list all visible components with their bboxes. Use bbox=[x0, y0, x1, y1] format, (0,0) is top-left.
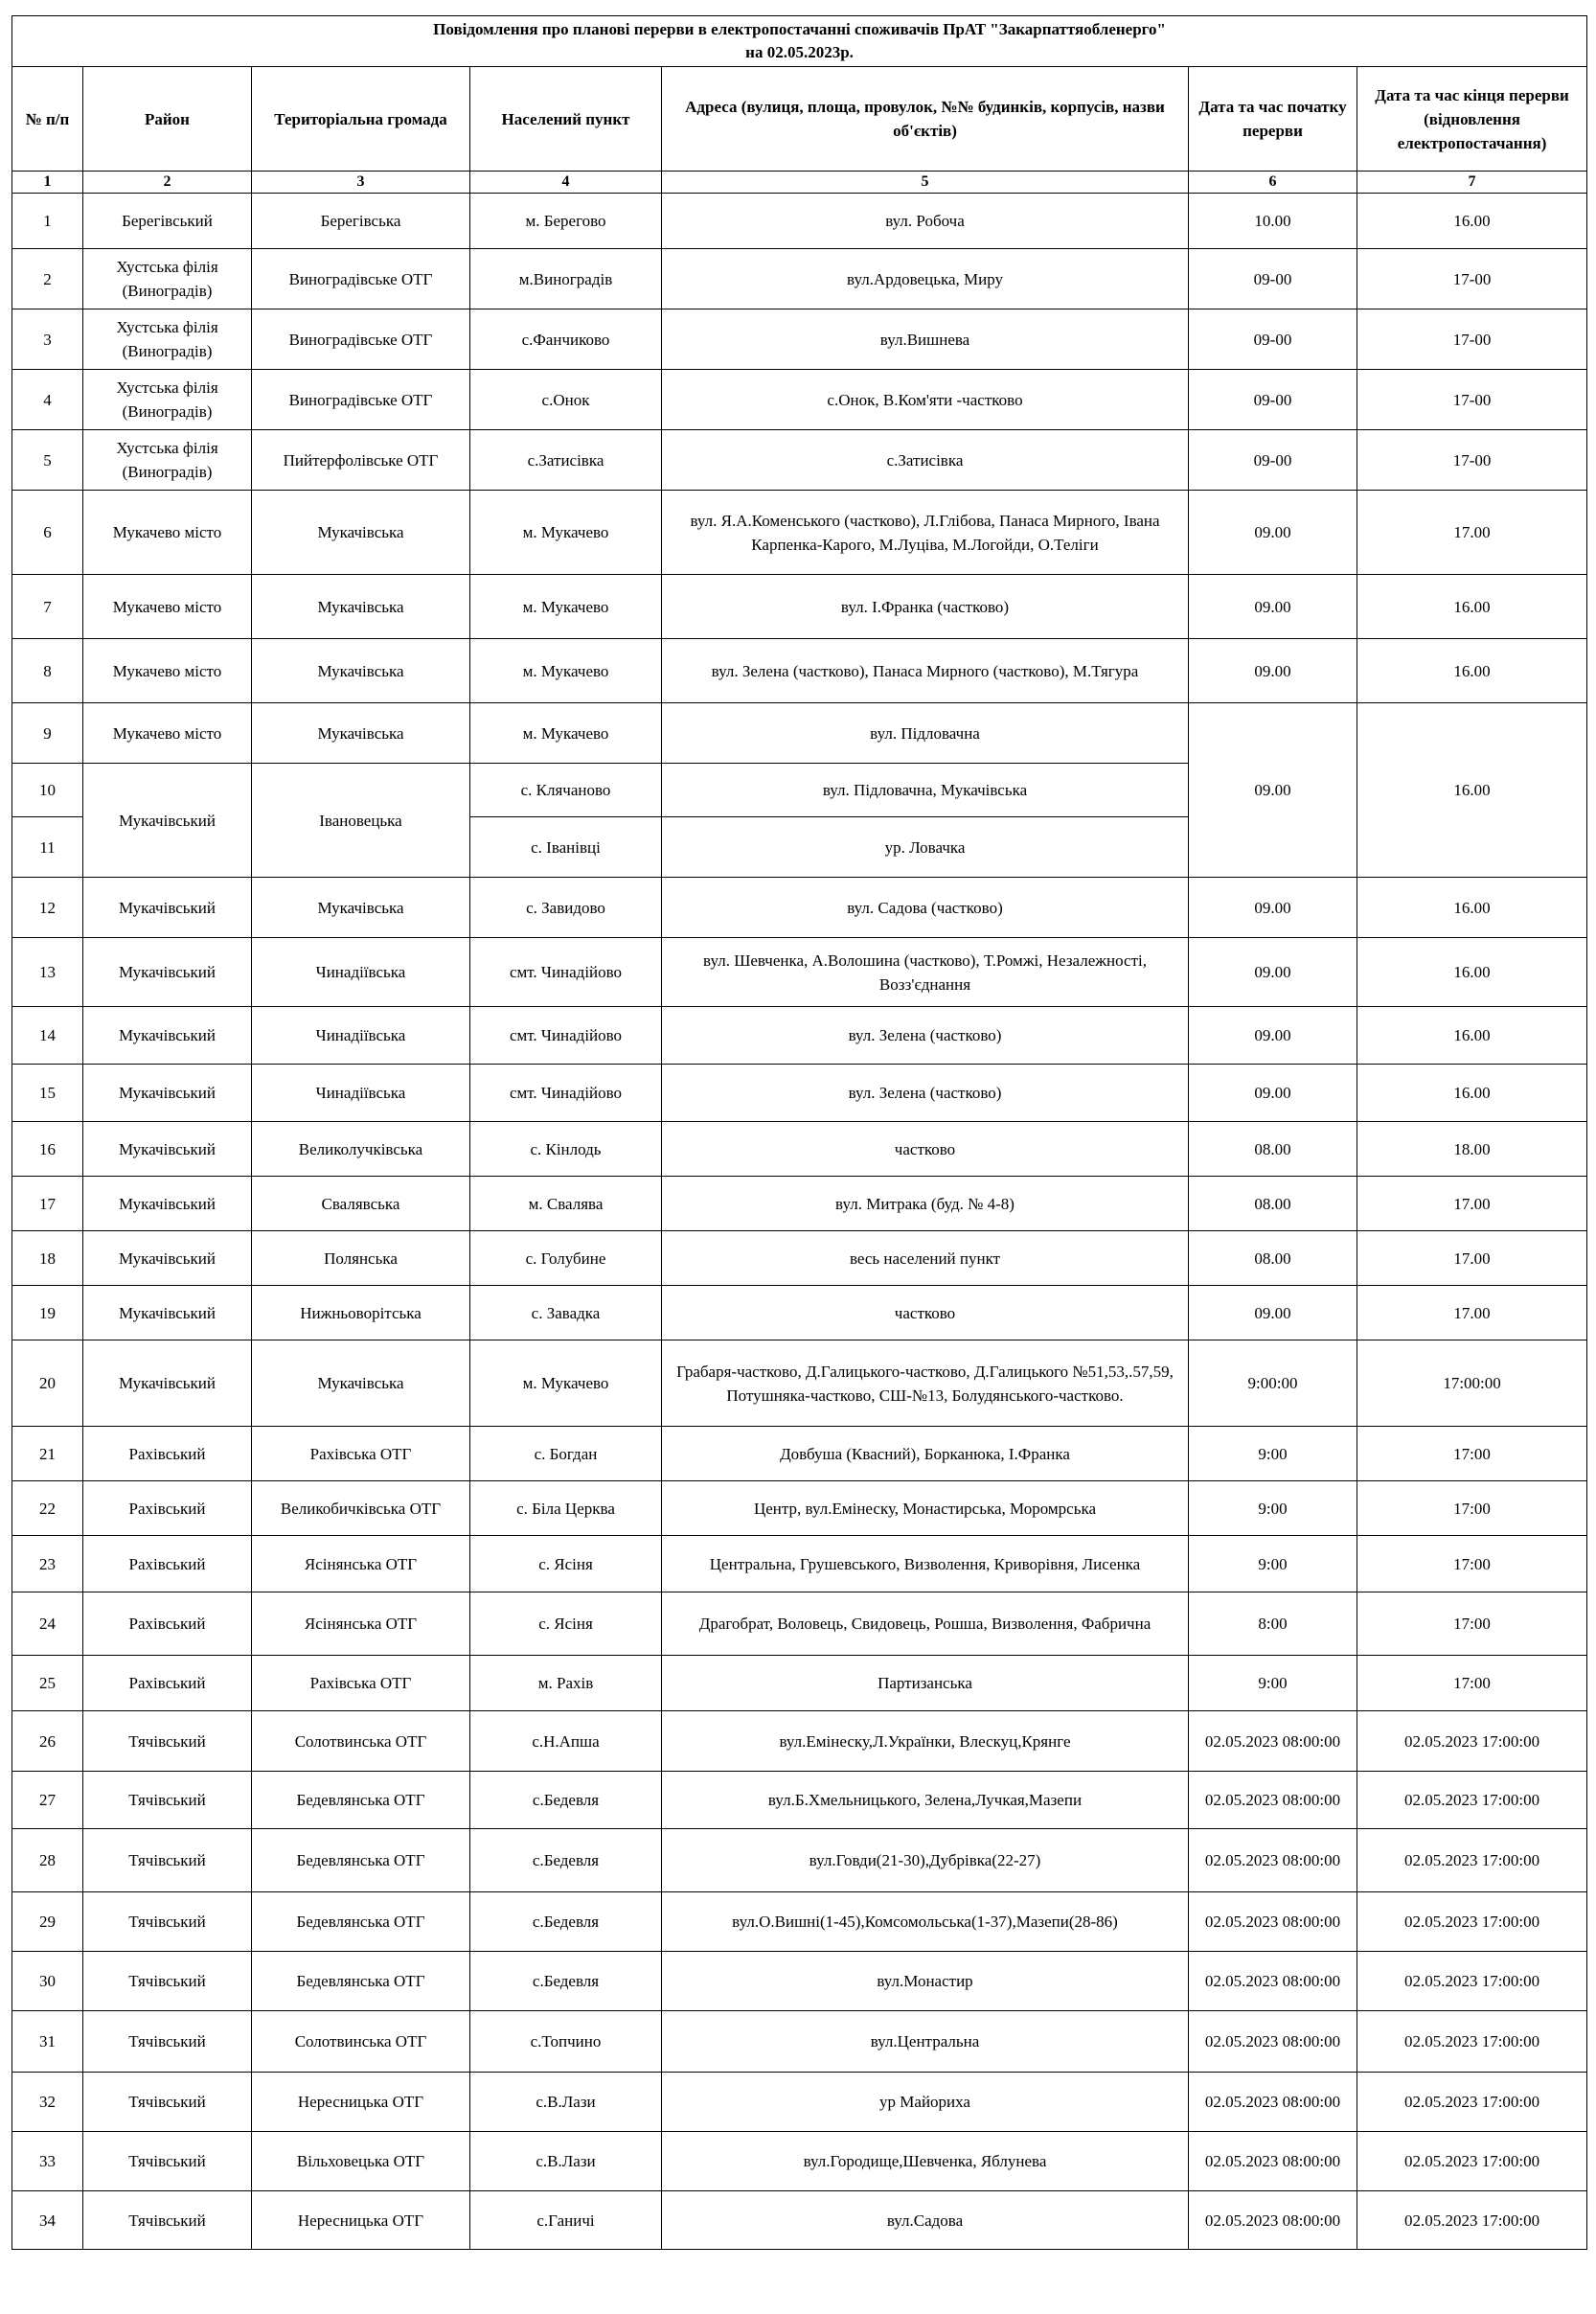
cell-settlement: с.Онок bbox=[470, 370, 662, 430]
cell-number: 31 bbox=[12, 2011, 83, 2073]
cell-number: 28 bbox=[12, 1829, 83, 1892]
cell-district: Тячівський bbox=[83, 1711, 252, 1772]
cell-settlement: с.Бедевля bbox=[470, 1952, 662, 2011]
cell-settlement: смт. Чинадійово bbox=[470, 1065, 662, 1122]
cell-settlement: м. Берегово bbox=[470, 194, 662, 249]
cell-settlement: с. Кінлодь bbox=[470, 1122, 662, 1177]
cell-number: 34 bbox=[12, 2191, 83, 2250]
cell-district: Хустська філія (Виноградів) bbox=[83, 430, 252, 491]
cell-community: Полянська bbox=[252, 1231, 470, 1286]
table-row bbox=[12, 2132, 1587, 2191]
column-number-row bbox=[12, 172, 1587, 194]
column-number: 2 bbox=[83, 172, 252, 194]
table-row bbox=[12, 1711, 1587, 1772]
cell-community: Ясінянська ОТГ bbox=[252, 1592, 470, 1656]
cell-number: 14 bbox=[12, 1007, 83, 1065]
cell-end-time: 02.05.2023 17:00:00 bbox=[1357, 1892, 1587, 1952]
header-address: Адреса (вулиця, площа, провулок, №№ будинків, корпусів, назви об'єктів) bbox=[662, 67, 1189, 172]
cell-settlement: с. Клячаново bbox=[470, 764, 662, 817]
cell-community: Чинадіївська bbox=[252, 938, 470, 1007]
cell-end-time: 17-00 bbox=[1357, 430, 1587, 491]
cell-district: Мукачівський bbox=[83, 1122, 252, 1177]
cell-start-time: 02.05.2023 08:00:00 bbox=[1189, 1829, 1357, 1892]
table-row bbox=[12, 1177, 1587, 1231]
table-row bbox=[12, 1007, 1587, 1065]
cell-district: Мукачево місто bbox=[83, 703, 252, 764]
column-number: 5 bbox=[662, 172, 1189, 194]
cell-start-time: 08.00 bbox=[1189, 1231, 1357, 1286]
cell-community: Пийтерфолівське ОТГ bbox=[252, 430, 470, 491]
cell-end-time: 02.05.2023 17:00:00 bbox=[1357, 1711, 1587, 1772]
cell-number: 26 bbox=[12, 1711, 83, 1772]
cell-number: 8 bbox=[12, 639, 83, 703]
cell-end-time: 17-00 bbox=[1357, 309, 1587, 370]
cell-end-time: 16.00 bbox=[1357, 639, 1587, 703]
cell-address: вул. Садова (частково) bbox=[662, 878, 1189, 938]
notice-title bbox=[12, 16, 1587, 67]
outage-notice-sheet bbox=[11, 15, 1586, 2250]
cell-end-time: 02.05.2023 17:00:00 bbox=[1357, 2073, 1587, 2132]
cell-district: Мукачево місто bbox=[83, 491, 252, 575]
cell-community: Чинадіївська bbox=[252, 1007, 470, 1065]
cell-settlement: с. Завидово bbox=[470, 878, 662, 938]
table-row bbox=[12, 878, 1587, 938]
cell-address: Довбуша (Квасний), Борканюка, І.Франка bbox=[662, 1427, 1189, 1481]
header-number: № п/п bbox=[12, 67, 83, 172]
cell-district: Мукачівський bbox=[83, 1340, 252, 1427]
cell-district: Рахівський bbox=[83, 1481, 252, 1536]
cell-end-time: 02.05.2023 17:00:00 bbox=[1357, 2191, 1587, 2250]
cell-number: 9 bbox=[12, 703, 83, 764]
table-row bbox=[12, 2073, 1587, 2132]
cell-district: Рахівський bbox=[83, 1592, 252, 1656]
cell-end-time: 17.00 bbox=[1357, 1231, 1587, 1286]
table-row bbox=[12, 1231, 1587, 1286]
cell-address: вул. І.Франка (частково) bbox=[662, 575, 1189, 639]
cell-community: Берегівська bbox=[252, 194, 470, 249]
cell-number: 2 bbox=[12, 249, 83, 309]
cell-start-time: 09.00 bbox=[1189, 1286, 1357, 1340]
cell-settlement: м. Рахів bbox=[470, 1656, 662, 1711]
table-row bbox=[12, 370, 1587, 430]
cell-settlement: с.Топчино bbox=[470, 2011, 662, 2073]
cell-start-time: 02.05.2023 08:00:00 bbox=[1189, 2011, 1357, 2073]
table-row bbox=[12, 1427, 1587, 1481]
cell-number: 27 bbox=[12, 1772, 83, 1829]
cell-address: ур. Ловачка bbox=[662, 817, 1189, 878]
cell-end-time: 16.00 bbox=[1357, 878, 1587, 938]
cell-settlement: смт. Чинадійово bbox=[470, 938, 662, 1007]
cell-end-time: 02.05.2023 17:00:00 bbox=[1357, 1952, 1587, 2011]
cell-community: Виноградівське ОТГ bbox=[252, 249, 470, 309]
cell-number: 5 bbox=[12, 430, 83, 491]
cell-start-time: 09.00 bbox=[1189, 878, 1357, 938]
cell-number: 13 bbox=[12, 938, 83, 1007]
cell-start-time: 9:00:00 bbox=[1189, 1340, 1357, 1427]
cell-address: с.Затисівка bbox=[662, 430, 1189, 491]
cell-address: вул. Я.А.Коменського (частково), Л.Глібова, Панаса Мирного, Івана Карпенка-Карого, М.Луціва, М.Логойди, О.Теліги bbox=[662, 491, 1189, 575]
table-row bbox=[12, 1656, 1587, 1711]
cell-community: Івановецька bbox=[252, 764, 470, 878]
cell-settlement: с. Голубине bbox=[470, 1231, 662, 1286]
table-row bbox=[12, 575, 1587, 639]
cell-address: вул. Підловачна, Мукачівська bbox=[662, 764, 1189, 817]
cell-start-time: 09.00 bbox=[1189, 491, 1357, 575]
cell-start-time: 09-00 bbox=[1189, 249, 1357, 309]
cell-settlement: с.Ганичі bbox=[470, 2191, 662, 2250]
cell-settlement: м. Мукачево bbox=[470, 575, 662, 639]
cell-number: 17 bbox=[12, 1177, 83, 1231]
cell-settlement: с. Завадка bbox=[470, 1286, 662, 1340]
cell-end-time: 16.00 bbox=[1357, 575, 1587, 639]
cell-community: Солотвинська ОТГ bbox=[252, 1711, 470, 1772]
cell-end-time: 02.05.2023 17:00:00 bbox=[1357, 2132, 1587, 2191]
cell-end-time: 17.00 bbox=[1357, 1177, 1587, 1231]
cell-end-time: 17:00:00 bbox=[1357, 1340, 1587, 1427]
cell-district: Хустська філія (Виноградів) bbox=[83, 309, 252, 370]
table-row bbox=[12, 309, 1587, 370]
cell-community: Мукачівська bbox=[252, 1340, 470, 1427]
cell-end-time: 02.05.2023 17:00:00 bbox=[1357, 1829, 1587, 1892]
header-district: Район bbox=[83, 67, 252, 172]
cell-number: 1 bbox=[12, 194, 83, 249]
cell-address: Центр, вул.Емінеску, Монастирська, Моромрська bbox=[662, 1481, 1189, 1536]
table-row bbox=[12, 1952, 1587, 2011]
column-number: 3 bbox=[252, 172, 470, 194]
cell-community: Чинадіївська bbox=[252, 1065, 470, 1122]
cell-start-time: 09.00 bbox=[1189, 575, 1357, 639]
cell-settlement: с. Іванівці bbox=[470, 817, 662, 878]
table-body bbox=[12, 194, 1587, 2250]
cell-start-time: 09.00 bbox=[1189, 938, 1357, 1007]
cell-community: Рахівська ОТГ bbox=[252, 1427, 470, 1481]
table-row bbox=[12, 938, 1587, 1007]
cell-district: Мукачівський bbox=[83, 1177, 252, 1231]
cell-settlement: с. Ясіня bbox=[470, 1592, 662, 1656]
cell-district: Мукачівський bbox=[83, 764, 252, 878]
cell-number: 16 bbox=[12, 1122, 83, 1177]
cell-district: Мукачівський bbox=[83, 1007, 252, 1065]
table-row bbox=[12, 249, 1587, 309]
cell-community: Великолучківська bbox=[252, 1122, 470, 1177]
table-row bbox=[12, 703, 1587, 764]
table-row bbox=[12, 2011, 1587, 2073]
cell-community: Солотвинська ОТГ bbox=[252, 2011, 470, 2073]
cell-start-time: 09-00 bbox=[1189, 370, 1357, 430]
table-row bbox=[12, 194, 1587, 249]
cell-number: 4 bbox=[12, 370, 83, 430]
cell-settlement: с.В.Лази bbox=[470, 2132, 662, 2191]
cell-address: вул. Зелена (частково) bbox=[662, 1007, 1189, 1065]
cell-start-time: 02.05.2023 08:00:00 bbox=[1189, 1952, 1357, 2011]
cell-start-time: 02.05.2023 08:00:00 bbox=[1189, 1772, 1357, 1829]
cell-settlement: с. Біла Церква bbox=[470, 1481, 662, 1536]
cell-address: с.Онок, В.Ком'яти -частково bbox=[662, 370, 1189, 430]
table-row bbox=[12, 1065, 1587, 1122]
cell-start-time: 9:00 bbox=[1189, 1481, 1357, 1536]
header-end-time: Дата та час кінця перерви (відновлення електропостачання) bbox=[1357, 67, 1587, 172]
cell-district: Тячівський bbox=[83, 1772, 252, 1829]
cell-address: вул.Емінеску,Л.Українки, Влескуц,Крянге bbox=[662, 1711, 1189, 1772]
cell-address: вул.Городище,Шевченка, Яблунева bbox=[662, 2132, 1189, 2191]
cell-community: Мукачівська bbox=[252, 639, 470, 703]
cell-settlement: с. Ясіня bbox=[470, 1536, 662, 1592]
column-number: 7 bbox=[1357, 172, 1587, 194]
cell-address: частково bbox=[662, 1122, 1189, 1177]
cell-address: вул. Митрака (буд. № 4-8) bbox=[662, 1177, 1189, 1231]
cell-address: ур Майориха bbox=[662, 2073, 1189, 2132]
cell-district: Тячівський bbox=[83, 1892, 252, 1952]
cell-address: вул.Садова bbox=[662, 2191, 1189, 2250]
cell-address: Грабаря-частково, Д.Галицького-частково, Д.Галицького №51,53,.57,59, Потушняка-частково, СШ-№13, Болудянського-частково. bbox=[662, 1340, 1189, 1427]
cell-community: Нижньоворітська bbox=[252, 1286, 470, 1340]
cell-community: Вільховецька ОТГ bbox=[252, 2132, 470, 2191]
cell-district: Мукачівський bbox=[83, 1065, 252, 1122]
cell-settlement: с.Бедевля bbox=[470, 1772, 662, 1829]
cell-end-time: 17:00 bbox=[1357, 1536, 1587, 1592]
cell-district: Тячівський bbox=[83, 2073, 252, 2132]
header-row bbox=[12, 67, 1587, 172]
table-row bbox=[12, 1829, 1587, 1892]
cell-start-time: 08.00 bbox=[1189, 1177, 1357, 1231]
cell-community: Рахівська ОТГ bbox=[252, 1656, 470, 1711]
cell-community: Нересницька ОТГ bbox=[252, 2191, 470, 2250]
cell-community: Ясінянська ОТГ bbox=[252, 1536, 470, 1592]
cell-end-time: 02.05.2023 17:00:00 bbox=[1357, 1772, 1587, 1829]
cell-address: вул.Вишнева bbox=[662, 309, 1189, 370]
cell-district: Мукачево місто bbox=[83, 575, 252, 639]
table-row bbox=[12, 1122, 1587, 1177]
cell-district: Хустська філія (Виноградів) bbox=[83, 249, 252, 309]
cell-start-time: 02.05.2023 08:00:00 bbox=[1189, 1711, 1357, 1772]
cell-number: 33 bbox=[12, 2132, 83, 2191]
cell-number: 20 bbox=[12, 1340, 83, 1427]
cell-community: Мукачівська bbox=[252, 878, 470, 938]
table-row bbox=[12, 1481, 1587, 1536]
cell-number: 6 bbox=[12, 491, 83, 575]
cell-settlement: смт. Чинадійово bbox=[470, 1007, 662, 1065]
cell-district: Мукачівський bbox=[83, 938, 252, 1007]
column-number: 6 bbox=[1189, 172, 1357, 194]
cell-end-time: 16.00 bbox=[1357, 703, 1587, 878]
cell-district: Тячівський bbox=[83, 2191, 252, 2250]
cell-start-time: 09.00 bbox=[1189, 1007, 1357, 1065]
cell-settlement: м. Мукачево bbox=[470, 491, 662, 575]
cell-start-time: 9:00 bbox=[1189, 1656, 1357, 1711]
cell-address: вул. Підловачна bbox=[662, 703, 1189, 764]
cell-community: Виноградівське ОТГ bbox=[252, 370, 470, 430]
table-row bbox=[12, 430, 1587, 491]
cell-community: Мукачівська bbox=[252, 575, 470, 639]
table-row bbox=[12, 639, 1587, 703]
cell-number: 19 bbox=[12, 1286, 83, 1340]
header-start-time: Дата та час початку перерви bbox=[1189, 67, 1357, 172]
cell-start-time: 8:00 bbox=[1189, 1592, 1357, 1656]
cell-address: вул.Монастир bbox=[662, 1952, 1189, 2011]
column-number: 4 bbox=[470, 172, 662, 194]
cell-community: Великобичківська ОТГ bbox=[252, 1481, 470, 1536]
cell-settlement: м. Мукачево bbox=[470, 1340, 662, 1427]
cell-start-time: 9:00 bbox=[1189, 1427, 1357, 1481]
cell-address: частково bbox=[662, 1286, 1189, 1340]
cell-number: 7 bbox=[12, 575, 83, 639]
notice-title-line2: на 02.05.2023р. bbox=[745, 43, 854, 61]
cell-community: Бедевлянська ОТГ bbox=[252, 1772, 470, 1829]
cell-number: 24 bbox=[12, 1592, 83, 1656]
cell-district: Тячівський bbox=[83, 1829, 252, 1892]
header-community: Територіальна громада bbox=[252, 67, 470, 172]
outage-table bbox=[11, 15, 1587, 2250]
cell-district: Мукачівський bbox=[83, 878, 252, 938]
cell-district: Рахівський bbox=[83, 1536, 252, 1592]
cell-number: 25 bbox=[12, 1656, 83, 1711]
cell-number: 30 bbox=[12, 1952, 83, 2011]
cell-settlement: с.Н.Апша bbox=[470, 1711, 662, 1772]
cell-address: вул. Шевченка, А.Волошина (частково), Т.Ромжі, Незалежності, Возз'єднання bbox=[662, 938, 1189, 1007]
cell-end-time: 16.00 bbox=[1357, 1065, 1587, 1122]
cell-end-time: 16.00 bbox=[1357, 938, 1587, 1007]
cell-settlement: м. Мукачево bbox=[470, 639, 662, 703]
cell-end-time: 17:00 bbox=[1357, 1427, 1587, 1481]
cell-address: вул. Зелена (частково), Панаса Мирного (частково), М.Тягура bbox=[662, 639, 1189, 703]
cell-district: Рахівський bbox=[83, 1656, 252, 1711]
cell-start-time: 9:00 bbox=[1189, 1536, 1357, 1592]
cell-number: 29 bbox=[12, 1892, 83, 1952]
cell-community: Нересницька ОТГ bbox=[252, 2073, 470, 2132]
cell-address: вул.Ардовецька, Миру bbox=[662, 249, 1189, 309]
cell-settlement: с.Фанчиково bbox=[470, 309, 662, 370]
cell-settlement: м.Виноградів bbox=[470, 249, 662, 309]
table-row bbox=[12, 1592, 1587, 1656]
cell-number: 11 bbox=[12, 817, 83, 878]
table-row bbox=[12, 1892, 1587, 1952]
table-row bbox=[12, 1536, 1587, 1592]
cell-start-time: 02.05.2023 08:00:00 bbox=[1189, 2073, 1357, 2132]
cell-start-time: 09-00 bbox=[1189, 430, 1357, 491]
cell-district: Мукачівський bbox=[83, 1231, 252, 1286]
cell-district: Хустська філія (Виноградів) bbox=[83, 370, 252, 430]
cell-community: Бедевлянська ОТГ bbox=[252, 1829, 470, 1892]
cell-community: Мукачівська bbox=[252, 703, 470, 764]
cell-address: Драгобрат, Воловець, Свидовець, Рошша, Визволення, Фабрична bbox=[662, 1592, 1189, 1656]
cell-start-time: 09.00 bbox=[1189, 703, 1357, 878]
cell-settlement: с.Затисівка bbox=[470, 430, 662, 491]
cell-end-time: 17:00 bbox=[1357, 1656, 1587, 1711]
cell-end-time: 02.05.2023 17:00:00 bbox=[1357, 2011, 1587, 2073]
cell-end-time: 16.00 bbox=[1357, 1007, 1587, 1065]
table-row bbox=[12, 1340, 1587, 1427]
cell-address: вул.О.Вишні(1-45),Комсомольська(1-37),Мазепи(28-86) bbox=[662, 1892, 1189, 1952]
cell-community: Виноградівське ОТГ bbox=[252, 309, 470, 370]
cell-start-time: 08.00 bbox=[1189, 1122, 1357, 1177]
cell-address: вул.Центральна bbox=[662, 2011, 1189, 2073]
cell-number: 15 bbox=[12, 1065, 83, 1122]
cell-settlement: с.Бедевля bbox=[470, 1829, 662, 1892]
table-row bbox=[12, 1772, 1587, 1829]
cell-number: 32 bbox=[12, 2073, 83, 2132]
cell-start-time: 10.00 bbox=[1189, 194, 1357, 249]
cell-district: Мукачево місто bbox=[83, 639, 252, 703]
cell-start-time: 09.00 bbox=[1189, 1065, 1357, 1122]
cell-district: Рахівський bbox=[83, 1427, 252, 1481]
cell-number: 10 bbox=[12, 764, 83, 817]
cell-settlement: м. Мукачево bbox=[470, 703, 662, 764]
cell-address: вул.Б.Хмельницького, Зелена,Лучкая,Мазепи bbox=[662, 1772, 1189, 1829]
cell-end-time: 17:00 bbox=[1357, 1481, 1587, 1536]
table-row bbox=[12, 2191, 1587, 2250]
cell-start-time: 02.05.2023 08:00:00 bbox=[1189, 2132, 1357, 2191]
cell-end-time: 18.00 bbox=[1357, 1122, 1587, 1177]
cell-settlement: с. Богдан bbox=[470, 1427, 662, 1481]
cell-district: Тячівський bbox=[83, 2011, 252, 2073]
cell-number: 23 bbox=[12, 1536, 83, 1592]
cell-district: Берегівський bbox=[83, 194, 252, 249]
cell-end-time: 17.00 bbox=[1357, 1286, 1587, 1340]
cell-number: 12 bbox=[12, 878, 83, 938]
cell-number: 18 bbox=[12, 1231, 83, 1286]
cell-start-time: 09-00 bbox=[1189, 309, 1357, 370]
cell-start-time: 02.05.2023 08:00:00 bbox=[1189, 2191, 1357, 2250]
cell-community: Мукачівська bbox=[252, 491, 470, 575]
cell-community: Бедевлянська ОТГ bbox=[252, 1952, 470, 2011]
notice-title-line1: Повідомлення про планові перерви в електропостачанні споживачів ПрАТ "Закарпаттяобленерго" bbox=[433, 20, 1166, 38]
cell-district: Тячівський bbox=[83, 2132, 252, 2191]
cell-number: 21 bbox=[12, 1427, 83, 1481]
table-row bbox=[12, 1286, 1587, 1340]
cell-address: весь населений пункт bbox=[662, 1231, 1189, 1286]
cell-end-time: 17-00 bbox=[1357, 370, 1587, 430]
header-settlement: Населений пункт bbox=[470, 67, 662, 172]
cell-address: Партизанська bbox=[662, 1656, 1189, 1711]
cell-address: Центральна, Грушевського, Визволення, Криворівня, Лисенка bbox=[662, 1536, 1189, 1592]
cell-end-time: 17:00 bbox=[1357, 1592, 1587, 1656]
cell-address: вул. Зелена (частково) bbox=[662, 1065, 1189, 1122]
column-number: 1 bbox=[12, 172, 83, 194]
cell-start-time: 09.00 bbox=[1189, 639, 1357, 703]
cell-number: 22 bbox=[12, 1481, 83, 1536]
cell-district: Тячівський bbox=[83, 1952, 252, 2011]
cell-district: Мукачівський bbox=[83, 1286, 252, 1340]
cell-address: вул. Робоча bbox=[662, 194, 1189, 249]
cell-community: Бедевлянська ОТГ bbox=[252, 1892, 470, 1952]
cell-start-time: 02.05.2023 08:00:00 bbox=[1189, 1892, 1357, 1952]
cell-settlement: м. Свалява bbox=[470, 1177, 662, 1231]
cell-end-time: 17-00 bbox=[1357, 249, 1587, 309]
cell-address: вул.Говди(21-30),Дубрівка(22-27) bbox=[662, 1829, 1189, 1892]
table-row bbox=[12, 491, 1587, 575]
cell-end-time: 16.00 bbox=[1357, 194, 1587, 249]
cell-settlement: с.В.Лази bbox=[470, 2073, 662, 2132]
cell-number: 3 bbox=[12, 309, 83, 370]
cell-settlement: с.Бедевля bbox=[470, 1892, 662, 1952]
cell-end-time: 17.00 bbox=[1357, 491, 1587, 575]
cell-community: Свалявська bbox=[252, 1177, 470, 1231]
